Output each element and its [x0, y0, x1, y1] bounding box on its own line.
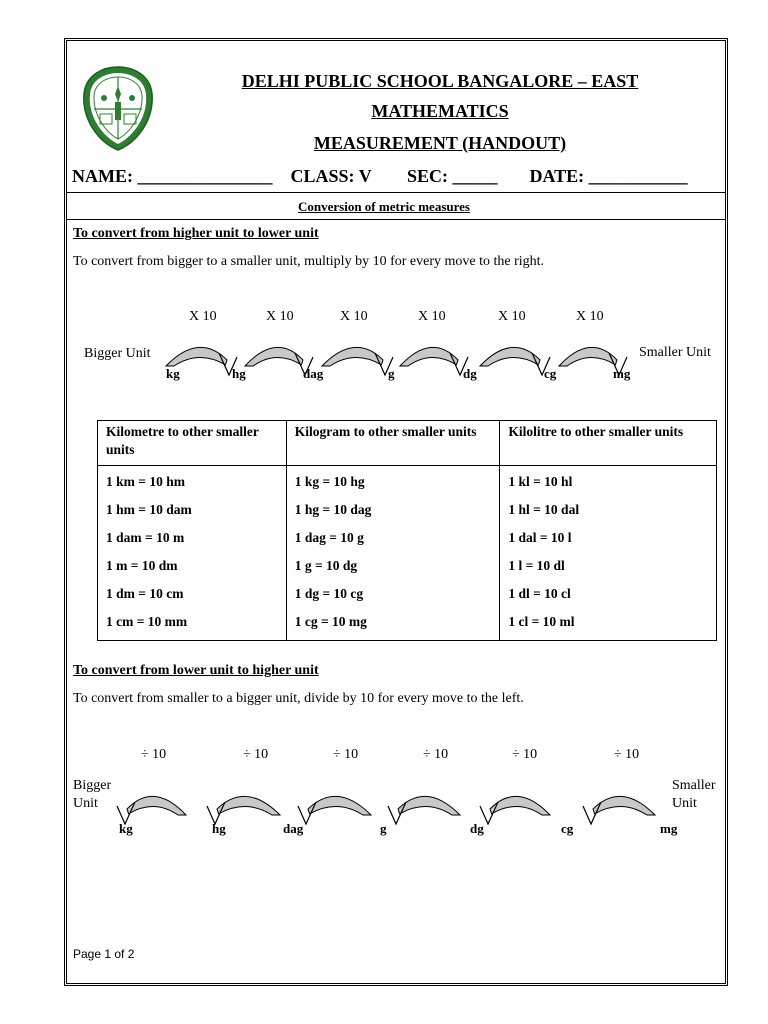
- right-curved-arrow-icon: [245, 347, 313, 375]
- table-line: 1 m = 10 dm: [106, 558, 178, 573]
- smaller-unit-label: Smaller Unit: [639, 345, 711, 360]
- name-field: NAME: _______________: [72, 166, 273, 186]
- left-curved-arrow-icon: [480, 796, 550, 824]
- left-curved-arrow-icon: [583, 796, 655, 824]
- unit-label: hg: [232, 366, 246, 381]
- multiply-factor: X 10: [498, 309, 526, 324]
- unit-label: dag: [303, 366, 324, 381]
- unit-label: dg: [470, 821, 484, 836]
- unit-label: mg: [660, 821, 678, 836]
- table-line: 1 cg = 10 mg: [294, 614, 367, 629]
- subject-title: MATHEMATICS: [371, 101, 509, 121]
- right-curved-arrow-icon: [322, 347, 393, 375]
- table-line: 1 dag = 10 g: [294, 530, 364, 545]
- lower-to-higher-heading: To convert from lower unit to higher unit: [73, 663, 319, 678]
- unit-label: g: [380, 821, 387, 836]
- unit-label: kg: [119, 821, 133, 836]
- table-header-cell: Kilolitre to other smaller units: [500, 421, 717, 466]
- table-header-cell: Kilogram to other smaller units: [286, 421, 500, 466]
- left-curved-arrow-icon: [388, 796, 460, 824]
- table-line: 1 dl = 10 cl: [508, 586, 571, 601]
- multiply-factor: X 10: [576, 309, 604, 324]
- table-line: 1 dam = 10 m: [106, 530, 185, 545]
- unit-label: dg: [463, 366, 477, 381]
- divide-factor: ÷ 10: [333, 747, 359, 762]
- right-curved-arrow-icon: [166, 347, 237, 375]
- divide-factor: ÷ 10: [423, 747, 449, 762]
- higher-to-lower-heading: To convert from higher unit to lower unit: [73, 226, 319, 241]
- table-line: 1 dg = 10 cg: [294, 586, 364, 601]
- higher-to-lower-text: To convert from bigger to a smaller unit, multiply by 10 for every move to the right.: [73, 254, 545, 269]
- table-line: 1 cl = 10 ml: [508, 614, 575, 629]
- bigger-unit-label: Bigger Unit: [73, 778, 112, 811]
- unit-label: dag: [283, 821, 304, 836]
- multiply-factor: X 10: [418, 309, 446, 324]
- table-line: 1 l = 10 dl: [508, 558, 565, 573]
- table-header-cell: Kilometre to other smaller units: [98, 421, 287, 466]
- unit-label: cg: [544, 366, 557, 381]
- page-number: Page 1 of 2: [73, 947, 135, 961]
- multiply-factor: X 10: [189, 309, 217, 324]
- unit-label: kg: [166, 366, 180, 381]
- smaller-unit-label: Smaller Unit: [672, 778, 716, 811]
- lower-to-higher-text: To convert from smaller to a bigger unit, divide by 10 for every move to the left.: [73, 691, 524, 706]
- handout-title: MEASUREMENT (HANDOUT): [313, 133, 567, 153]
- table-line: 1 km = 10 hm: [106, 474, 185, 489]
- section-field: SEC: _____: [407, 166, 498, 186]
- class-field: CLASS: V: [290, 166, 372, 186]
- section-title: Conversion of metric measures: [298, 199, 470, 214]
- right-curved-arrow-icon: [559, 347, 627, 375]
- table-line: 1 g = 10 dg: [294, 558, 358, 573]
- multiply-factor: X 10: [266, 309, 294, 324]
- left-curved-arrow-icon: [298, 796, 371, 824]
- divide-factor: ÷ 10: [512, 747, 538, 762]
- table-line: 1 hl = 10 dal: [508, 502, 580, 517]
- left-curved-arrow-icon: [117, 796, 186, 824]
- right-curved-arrow-icon: [400, 347, 468, 375]
- table-line: 1 hg = 10 dag: [294, 502, 372, 517]
- unit-label: cg: [561, 821, 574, 836]
- table-line: 1 dm = 10 cm: [106, 586, 184, 601]
- right-curved-arrow-icon: [480, 347, 550, 375]
- divide-factor: ÷ 10: [614, 747, 640, 762]
- table-line: 1 kg = 10 hg: [294, 474, 365, 489]
- unit-label: hg: [212, 821, 226, 836]
- school-name: DELHI PUBLIC SCHOOL BANGALORE – EAST: [241, 71, 639, 91]
- bigger-unit-label: Bigger Unit: [84, 346, 151, 361]
- unit-label: g: [388, 366, 395, 381]
- table-line: 1 cm = 10 mm: [106, 614, 188, 629]
- unit-label: mg: [613, 366, 631, 381]
- divide-factor: ÷ 10: [141, 747, 167, 762]
- divide-factor: ÷ 10: [243, 747, 269, 762]
- left-curved-arrow-icon: [207, 796, 280, 824]
- date-field: DATE: ___________: [529, 166, 688, 186]
- table-line: 1 dal = 10 l: [508, 530, 572, 545]
- table-line: 1 kl = 10 hl: [508, 474, 573, 489]
- multiply-factor: X 10: [340, 309, 368, 324]
- table-line: 1 hm = 10 dam: [106, 502, 192, 517]
